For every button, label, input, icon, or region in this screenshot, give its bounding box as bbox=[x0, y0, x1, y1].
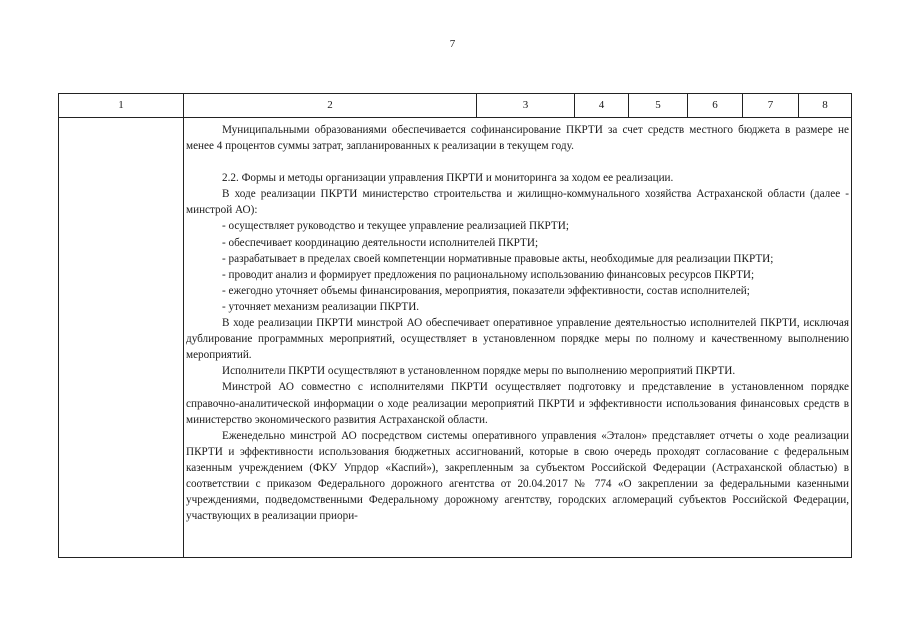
paragraph-executors: Исполнители ПКРТИ осуществляют в установленном порядке меры по выполнению мероприятий ПКРТИ. bbox=[222, 365, 736, 378]
list-item: - осуществляет руководство и текущее управление реализацией ПКРТИ; bbox=[222, 220, 569, 233]
list-item: - проводит анализ и формирует предложения по рациональному использованию финансовых ресурсов ПКРТИ; bbox=[222, 268, 755, 281]
header-cell-7: 7 bbox=[743, 94, 799, 117]
list-item: - уточняет механизм реализации ПКРТИ. bbox=[222, 300, 420, 313]
list-item: - разрабатывает в пределах своей компетенции нормативные правовые акты, необходимые для реализации ПКРТИ; bbox=[222, 252, 774, 265]
program-table bbox=[58, 93, 852, 558]
header-cell-5: 5 bbox=[629, 94, 688, 117]
header-cell-4: 4 bbox=[575, 94, 629, 117]
header-cell-8: 8 bbox=[822, 99, 828, 111]
column-1-body bbox=[59, 118, 184, 557]
page-number: 7 bbox=[449, 38, 456, 50]
paragraph-cofinancing: Муниципальными образованиями обеспечивается софинансирование ПКРТИ за счет средств местного бюджета в размере не менее 4 процентов суммы затрат, запланированных к реализации в текущем году. bbox=[186, 124, 849, 153]
paragraph-ministry-role: В ходе реализации ПКРТИ министерство строительства и жилищно-коммунального хозяйства Астраханской области (далее - минстрой АО): bbox=[186, 188, 849, 217]
table-header-row bbox=[59, 94, 851, 118]
paragraph-operational-management: В ходе реализации ПКРТИ минстрой АО обеспечивает оперативное управление деятельностью исполнителей ПКРТИ, исключая дублирование программных мероприятий, осуществляет в установленном порядке меры по полному и качественному выполнению мероприятий. bbox=[186, 317, 849, 362]
section-text bbox=[186, 122, 849, 524]
paragraph-weekly-reports: Еженедельно минстрой АО посредством системы оперативного управления «Эталон» представляет отчеты о ходе реализации ПКРТИ и эффективности использования бюджетных ассигнований, которые в свою очередь проходят согласование с федеральным казенным учреждением (ФКУ Упрдор «Каспий»), закрепленным за субъектом Российской Федерации (Астраханской областью) в соответствии с приказом Федерального дорожного агентства от 20.04.2017 № 774 «О закреплении за федеральными казенными учреждениями, подведомственными Федеральному дорожному агентству, городских агломераций субъектов Российской Федерации, участвующих в реализации приори- bbox=[186, 429, 849, 523]
header-cell-6: 6 bbox=[688, 94, 743, 117]
list-item: - обеспечивает координацию деятельности исполнителей ПКРТИ; bbox=[222, 236, 539, 249]
header-cell-3: 3 bbox=[477, 94, 575, 117]
header-cell-2: 2 bbox=[184, 94, 477, 117]
paragraph-reporting: Минстрой АО совместно с исполнителями ПКРТИ осуществляет подготовку и представление в установленном порядке справочно-аналитической информации о ходе реализации мероприятий ПКРТИ и эффективности использования финансовых средств в министерство экономического развития Астраханской области. bbox=[186, 381, 849, 426]
header-cell-1: 1 bbox=[59, 94, 184, 117]
section-heading-2-2: 2.2. Формы и методы организации управления ПКРТИ и мониторинга за ходом ее реализации. bbox=[222, 172, 674, 185]
list-item: - ежегодно уточняет объемы финансирования, мероприятия, показатели эффективности, состав исполнителей; bbox=[222, 284, 750, 297]
